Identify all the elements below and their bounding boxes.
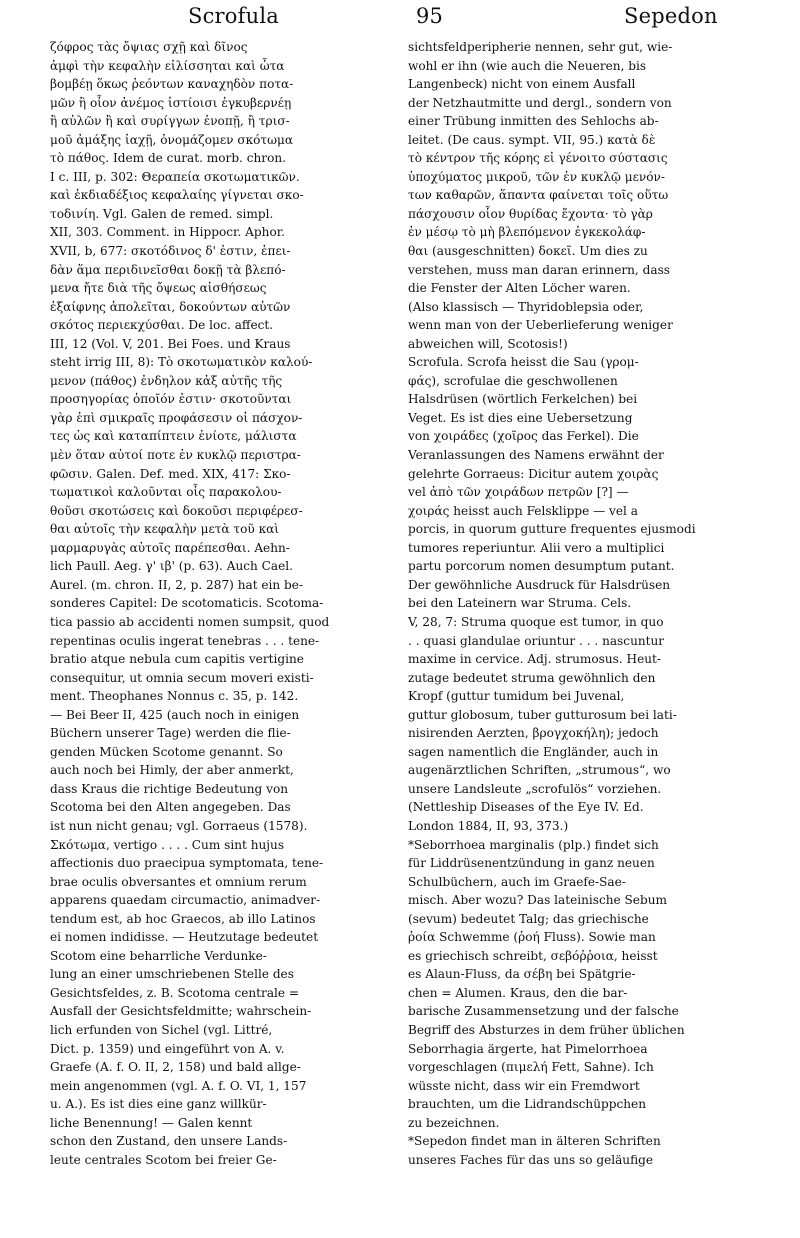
text-line: lich Paull. Aeg. γ' ιβ' (p. 63). Auch Cael. [50, 559, 293, 574]
text-line: es griechisch schreibt, σεβόῤῥοια, heisst [408, 948, 658, 963]
text-line: ment. Theophanes Nonnus c. 35, p. 142. [50, 689, 299, 704]
text-line: abweichen will, Scotosis!) [408, 336, 568, 351]
text-line: τωματικοὶ καλοῦνται οἷς παρακολου- [50, 485, 282, 500]
text-line: chen = Alumen. Kraus, den die bar- [408, 985, 628, 1000]
text-line: maxime in cervice. Adj. strumosus. Heut- [408, 652, 661, 667]
text-line: unsere Landsleute „scrofulös“ vorziehen. [408, 781, 662, 796]
text-line: βομβέῃ ὅκως ῥεόντων καναχηδὸν ποτα- [50, 77, 294, 92]
text-line: u. A.). Es ist dies eine ganz willkür- [50, 1097, 267, 1112]
text-line: τὸ πάθος. Idem de curat. morb. chron. [50, 151, 287, 166]
text-line: (sevum) bedeutet Talg; das griechische [408, 911, 649, 926]
text-line: Aurel. (m. chron. II, 2, p. 287) hat ein be- [50, 577, 304, 592]
text-line: es Alaun-Fluss, da σέβη bei Spätgrie- [408, 967, 636, 982]
text-line: θαι (ausgeschnitten) δοκεῖ. Um dies zu [408, 244, 648, 259]
text-line: guttur globosum, tuber gutturosum bei lati- [408, 707, 677, 722]
text-line: wohl er ihn (wie auch die Neueren, bis [408, 58, 647, 73]
text-line: dass Kraus die richtige Bedeutung von [50, 781, 289, 796]
text-line: Gesichtsfeldes, z. B. Scotoma centrale = [50, 985, 300, 1000]
text-line: vorgeschlagen (πιμελή Fett, Sahne). Ich [408, 1060, 654, 1075]
text-line: ἐν μέσῳ τὸ μὴ βλεπόμενον ἐγκεκολάφ- [408, 225, 646, 240]
text-line: die Fenster der Alten Löcher waren. [408, 281, 631, 296]
text-line: Veget. Es ist dies eine Uebersetzung [408, 410, 633, 425]
right-text-column [408, 38, 784, 1169]
text-line: zu bezeichnen. [408, 1115, 500, 1130]
text-line: vel ἀπὸ τῶν χοιράδων πετρῶν [?] — [408, 485, 629, 500]
text-line: tica passio ab accidenti nomen sumpsit, quod [50, 614, 330, 629]
text-line: των καθαρῶν, ἅπαντα φαίνεται τοῖς οὕτω [408, 188, 669, 203]
page-number: 95 [416, 4, 444, 28]
text-line: ῥοία Schwemme (ῥοή Fluss). Sowie man [408, 930, 656, 945]
header-right-term: Sepedon [624, 4, 718, 28]
text-line: Seborrhagia ärgerte, hat Pimelorrhoea [408, 1041, 648, 1056]
text-line: unseres Faches für das uns so geläufige [408, 1152, 654, 1167]
text-line: einer Trübung inmitten des Sehlochs ab- [408, 114, 659, 129]
text-line: τες ὡς καὶ καταπίπτειν ἐνίοτε, μάλιστα [50, 429, 297, 444]
text-line: Veranlassungen des Namens erwähnt der [408, 448, 664, 463]
text-line: — Bei Beer II, 425 (auch noch in einigen [50, 707, 300, 722]
text-line: lung an einer umschriebenen Stelle des [50, 967, 294, 982]
text-line: ἢ αὐλῶν ἢ καὶ συρίγγων ἐνοπῇ, ἢ τρισ- [50, 114, 290, 129]
text-line: affectionis duo praecipua symptomata, tene- [50, 856, 324, 871]
text-line: genden Mücken Scotome genannt. So [50, 744, 283, 759]
text-line: Scotoma bei den Alten angegeben. Das [50, 800, 291, 815]
text-line: (Nettleship Diseases of the Eye IV. Ed. [408, 800, 644, 815]
text-line: Büchern unserer Tage) werden die flie- [50, 726, 291, 741]
text-line: V, 28, 7: Struma quoque est tumor, in quo [408, 614, 664, 629]
text-line: μοῦ ἀμάξης ἰαχῇ, ὀνομάζομεν σκότωμα [50, 132, 293, 147]
text-line: Langenbeck) nicht von einem Ausfall [408, 77, 636, 92]
text-line: zutage bedeutet struma gewöhnlich den [408, 670, 656, 685]
text-line: φῶσιν. Galen. Def. med. XIX, 417: Σκο- [50, 466, 291, 481]
text-line: ἀμφὶ τὴν κεφαλὴν εἰλίσσηται καὶ ὦτα [50, 58, 285, 73]
text-line: δὰν ἅμα περιδινεῖσθαι δοκῇ τὰ βλεπό- [50, 262, 286, 277]
text-line: leute centrales Scotom bei freier Ge- [50, 1152, 277, 1167]
text-line: nisirenden Aerzten, βρογχοκήλη); jedoch [408, 726, 659, 741]
text-line: lich erfunden von Sichel (vgl. Littré, [50, 1022, 273, 1037]
text-line: steht irrig III, 8): Τὸ σκοτωματικὸν καλού- [50, 355, 313, 370]
text-line: καὶ ἐκδιαδέξιος κεφαλαίης γίγνεται σκο- [50, 188, 304, 203]
text-line: der Netzhautmitte und dergl., sondern von [408, 95, 672, 110]
text-line: Der gewöhnliche Ausdruck für Halsdrüsen [408, 577, 671, 592]
text-line: Schulbüchern, auch im Graefe-Sae- [408, 874, 626, 889]
text-line: *Sepedon findet man in älteren Schriften [408, 1134, 661, 1149]
text-line: leitet. (De caus. sympt. VII, 95.) κατὰ δὲ [408, 132, 656, 147]
text-line: . . quasi glandulae oriuntur . . . nascuntur [408, 633, 665, 648]
text-line: apparens quaedam circumactio, animadver- [50, 893, 321, 908]
text-line: bratio atque nebula cum capitis vertigine [50, 652, 304, 667]
text-line: ei nomen indidisse. — Heutzutage bedeutet [50, 930, 319, 945]
text-line: (Also klassisch — Thyridoblepsia oder, [408, 299, 644, 314]
text-line: brauchten, um die Lidrandschüppchen [408, 1097, 647, 1112]
text-line: Dict. p. 1359) und eingeführt von A. v. [50, 1041, 285, 1056]
text-line: χοιράς heisst auch Felsklippe — vel a [408, 503, 638, 518]
text-line: wüsste nicht, dass wir ein Fremdwort [408, 1078, 640, 1093]
text-line: Σκότωμα, vertigo . . . . Cum sint hujus [50, 837, 285, 852]
text-line: sichtsfeldperipherie nennen, sehr gut, wie- [408, 40, 673, 54]
text-line: ὑποχύματος μικροῦ, τῶν ἐν κυκλῷ μενόν- [408, 169, 665, 184]
text-line: wenn man von der Ueberlieferung weniger [408, 318, 673, 333]
text-line: partu porcorum nomen desumptum putant. [408, 559, 675, 574]
text-line: London 1884, II, 93, 373.) [408, 818, 569, 833]
text-line: μαρμαρυγὰς αὐτοῖς παρέπεσθαι. Aehn- [50, 540, 290, 555]
text-line: Scrofula. Scrofa heisst die Sau (γρομ- [408, 355, 639, 370]
text-line: sagen namentlich die Engländer, auch in [408, 744, 659, 759]
text-line: γὰρ ἐπὶ σμικραῖς προφάσεσιν οἱ πάσχον- [50, 410, 303, 425]
text-line: sonderes Capitel: De scotomaticis. Scotoma- [50, 596, 324, 611]
text-line: Kropf (guttur tumidum bei Juvenal, [408, 689, 625, 704]
running-header [48, 4, 770, 30]
text-line: πάσχουσιν οἷον θυρίδας ἔχοντα· τὸ γὰρ [408, 206, 653, 221]
text-line: προσηγορίας ὁποῖόν ἐστιν· σκοτοῦνται [50, 392, 292, 407]
text-line: ζόφρος τὰς ὄψιας σχῇ καὶ δῖνος [50, 40, 248, 54]
text-line: Halsdrüsen (wörtlich Ferkelchen) bei [408, 392, 638, 407]
text-line: ist nun nicht genau; vgl. Gorraeus (1578). [50, 818, 308, 833]
text-line: θοῦσι σκοτώσεις καὶ δοκοῦσι περιφέρεσ- [50, 503, 303, 518]
text-line: τὸ κέντρον τῆς κόρης εἰ γένοιτο σύστασις [408, 151, 668, 166]
text-line: auch noch bei Himly, der aber anmerkt, [50, 763, 294, 778]
text-line: repentinas oculis ingerat tenebras . . . tene- [50, 633, 320, 648]
text-line: gelehrte Gorraeus: Dicitur autem χοιρὰς [408, 466, 659, 481]
header-left-term: Scrofula [188, 4, 279, 28]
text-line: θαι αὐτοῖς τὴν κεφαλὴν μετὰ τοῦ καὶ [50, 522, 280, 537]
text-line: porcis, in quorum gutture frequentes ejusmodi [408, 522, 696, 537]
text-line: consequitur, ut omnia secum moveri existi- [50, 670, 314, 685]
text-line: I c. III, p. 302: Θεραπεία σκοτωματικῶν. [50, 169, 300, 184]
text-line: tendum est, ab hoc Graecos, ab illo Latinos [50, 911, 316, 926]
text-line: φάς), scrofulae die geschwollenen [408, 373, 618, 388]
text-line: barische Zusammensetzung und der falsche [408, 1004, 679, 1019]
text-line: bei den Lateinern war Struma. Cels. [408, 596, 632, 611]
text-line: *Seborrhoea marginalis (plp.) findet sich [408, 837, 659, 852]
text-line: misch. Aber wozu? Das lateinische Sebum [408, 893, 667, 908]
text-line: mein angenommen (vgl. A. f. O. VI, 1, 157 [50, 1078, 307, 1093]
text-line: Graefe (A. f. O. II, 2, 158) und bald allge- [50, 1060, 301, 1075]
text-line: augenärztlichen Schriften, „strumous“, wo [408, 763, 671, 778]
left-text-column [50, 38, 402, 1169]
text-line: μενον (πάθος) ἐνδηλον κἀξ αὐτῆς τῆς [50, 373, 283, 388]
text-line: von χοιράδες (χοῖρος das Ferkel). Die [408, 429, 639, 444]
text-line: schon den Zustand, den unsere Lands- [50, 1134, 288, 1149]
text-line: μῶν ἢ οἷον ἀνέμος ἱστίοισι ἐγκυβερνέῃ [50, 95, 292, 110]
text-line: Ausfall der Gesichtsfeldmitte; wahrschein- [50, 1004, 312, 1019]
text-line: XII, 303. Comment. in Hippocr. Aphor. [50, 225, 286, 240]
text-line: ἐξαίφνης ἀπολεῖται, δοκούντων αὐτῶν [50, 299, 291, 314]
text-line: τοδινίη. Vgl. Galen de remed. simpl. [50, 206, 274, 221]
text-line: Begriff des Absturzes in dem früher üblichen [408, 1022, 685, 1037]
text-line: brae oculis obversantes et omnium rerum [50, 874, 307, 889]
text-line: Scotom eine beharrliche Verdunke- [50, 948, 267, 963]
text-line: μενα ἤτε διὰ τῆς ὄψεως αἰσθήσεως [50, 281, 267, 296]
text-line: verstehen, muss man daran erinnern, dass [408, 262, 670, 277]
text-line: μὲν ὅταν αὐτοί ποτε ἐν κυκλῷ περιστρα- [50, 448, 301, 463]
text-line: für Liddrüsenentzündung in ganz neuen [408, 856, 655, 871]
text-line: XVII, b, 677: σκοτόδινος δ' ἐστιν, ἐπει- [50, 244, 291, 259]
text-line: tumores reperiuntur. Alii vero a multiplici [408, 540, 665, 555]
text-line: III, 12 (Vol. V, 201. Bei Foes. und Kraus [50, 336, 291, 351]
text-line: σκότος περιεκχύσθαι. De loc. affect. [50, 318, 274, 333]
text-line: liche Benennung! — Galen kennt [50, 1115, 253, 1130]
